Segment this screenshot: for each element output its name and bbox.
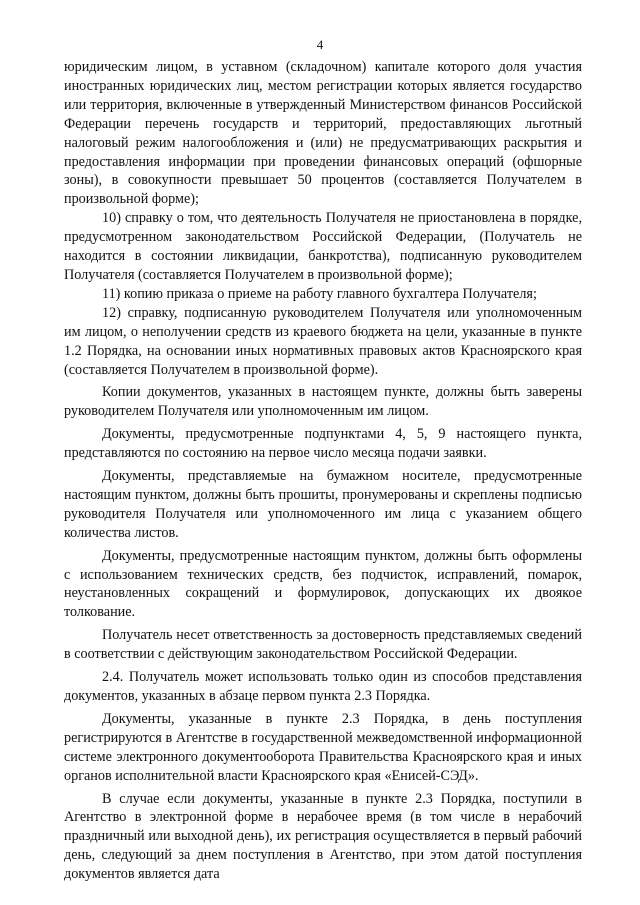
paragraph: 10) справку о том, что деятельность Получателя не приостановлена в порядке, предусмотренном законодательством Российской Федерации, (Получатель не находится в состоянии ликвидации, банкротства), подписанную руководителем Получателя (составляется Получателем в произвольной форме);: [64, 210, 582, 283]
page-number: 4: [316, 37, 324, 52]
paragraph: Документы, предусмотренные настоящим пунктом, должны быть оформлены с использованием технических средств, без подчисток, исправлений, помарок, неустановленных сокращений и формулировок, допускающих их двоякое толкование.: [64, 547, 582, 621]
paragraph: Получатель несет ответственность за достоверность представляемых сведений в соответствии с действующим законодательством Российской Федерации.: [64, 627, 582, 663]
paragraph: Копии документов, указанных в настоящем пункте, должны быть заверены руководителем Получателя или уполномоченным им лицом.: [64, 384, 582, 420]
paragraph: В случае если документы, указанные в пункте 2.3 Порядка, поступили в Агентство в электронной форме в нерабочее время (в том числе в нерабочий праздничный или выходной день), их регистрация осуществляется в первый рабочий день, следующий за днем поступления в Агентство, при этом датой поступления документов является дата: [64, 790, 582, 883]
document-body: [64, 58, 582, 884]
paragraph: юридическим лицом, в уставном (складочном) капитале которого доля участия иностранных юридических лиц, местом регистрации которых является государство или территория, включенные в утвержденный Министерством финансов Российской Федерации перечень государств и территорий, предоставляющих льготный налоговый режим налогообложения и (или) не предусматривающих раскрытия и предоставления информации при проведении финансовых операций (офшорные зоны), в совокупности превышает 50 процентов (составляется Получателем в произвольной форме);: [64, 59, 582, 208]
paragraph: 11) копию приказа о приеме на работу главного бухгалтера Получателя;: [102, 285, 537, 302]
paragraph: Документы, представляемые на бумажном носителе, предусмотренные настоящим пунктом, должны быть прошиты, пронумерованы и скреплены подписью руководителя Получателя или уполномоченного им лица с указанием общего количества листов.: [64, 468, 582, 541]
paragraph: 12) справку, подписанную руководителем Получателя или уполномоченным им лицом, о неполучении средств из краевого бюджета на цели, указанные в пункте 1.2 Порядка, на основании иных нормативных правовых актов Красноярского края (составляется Получателем в произвольной форме).: [64, 304, 582, 378]
paragraph: Документы, предусмотренные подпунктами 4, 5, 9 настоящего пункта, представляются по состоянию на первое число месяца подачи заявки.: [64, 426, 582, 462]
paragraph: Документы, указанные в пункте 2.3 Порядка, в день поступления регистрируются в Агентстве в государственной межведомственной информационной системе электронного документооборота Правительства Красноярского края и иных органов исполнительной власти Красноярского края «Енисей-СЭД».: [64, 710, 582, 784]
paragraph: 2.4. Получатель может использовать только один из способов представления документов, указанных в абзаце первом пункта 2.3 Порядка.: [64, 669, 582, 704]
